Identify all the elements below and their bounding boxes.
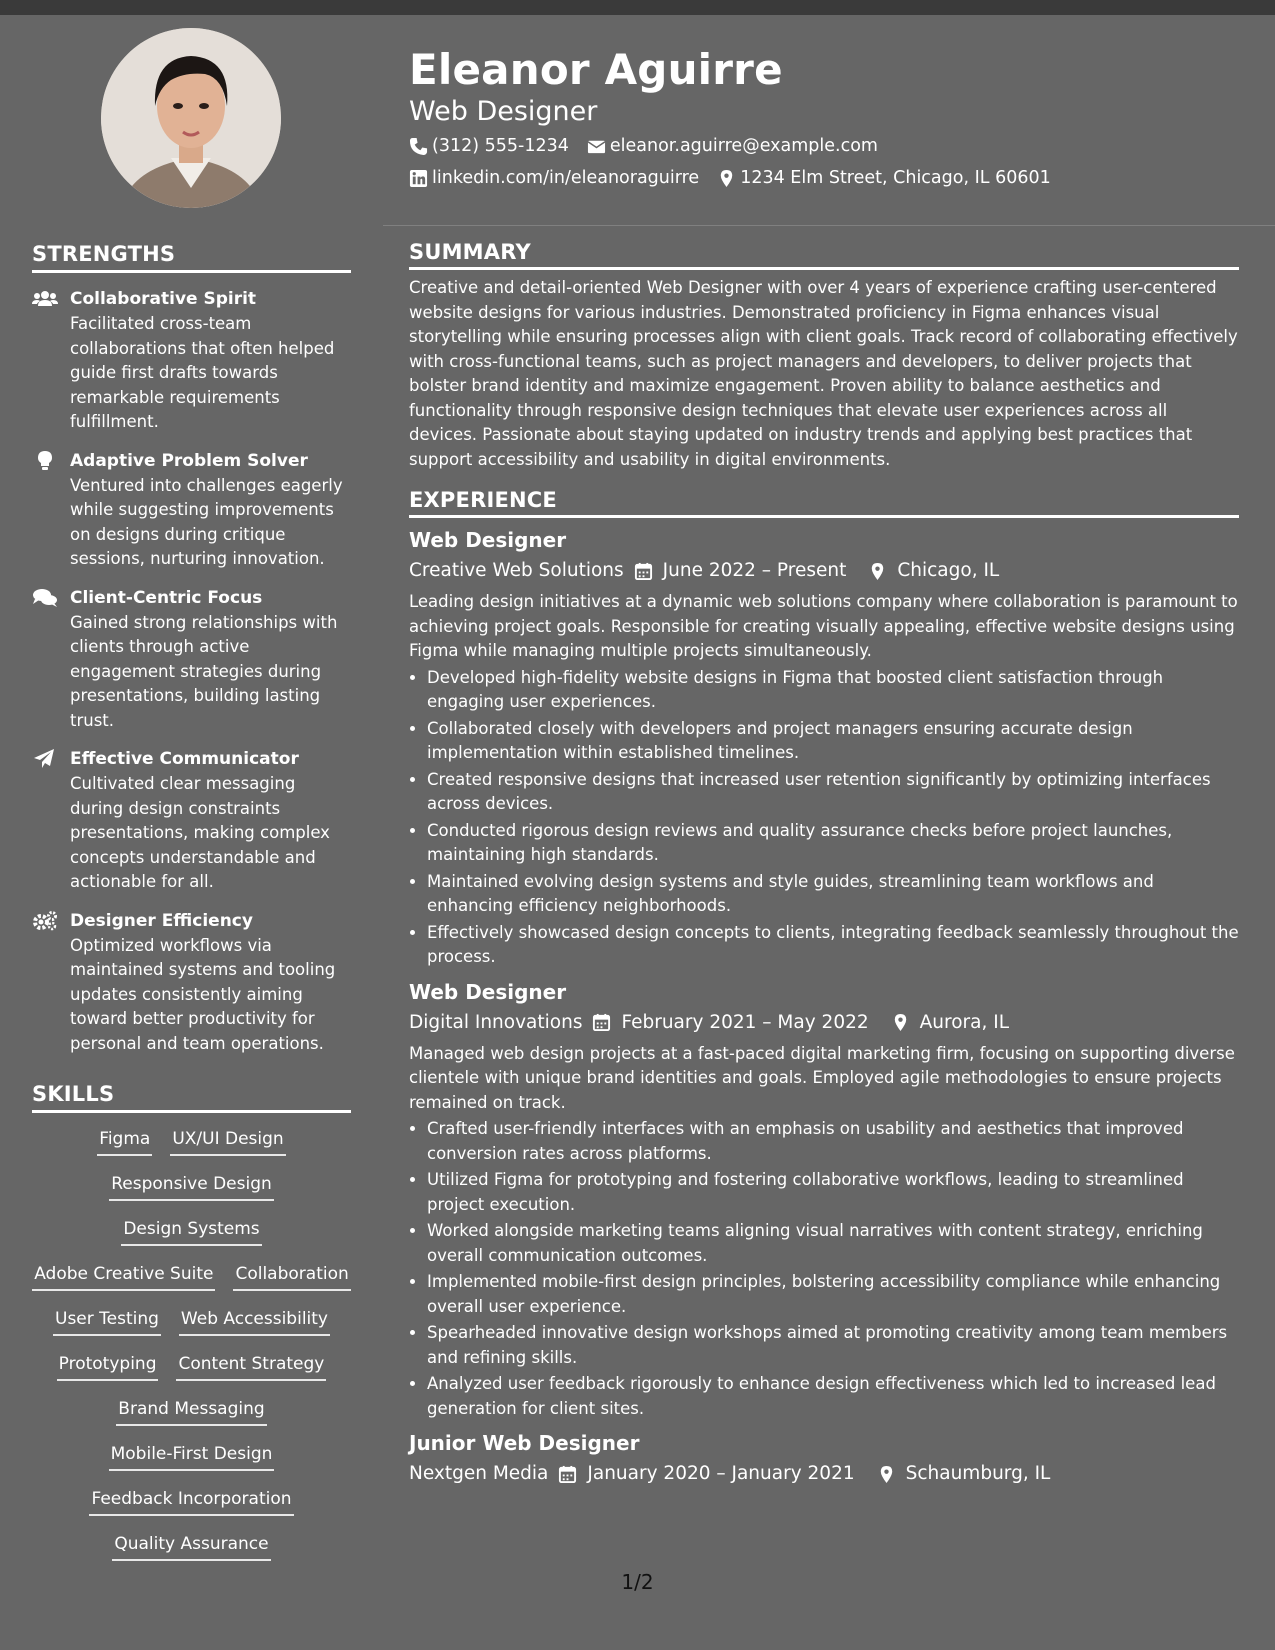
skills-heading: SKILLS [32,1082,351,1113]
skill-tag: Web Accessibility [179,1307,330,1336]
job-description: Leading design initiatives at a dynamic web solutions company where collaboration is paramount to achieving project goals. Responsible for creating visually appealing, effective website designs using Figma while managing multiple projects simultaneously. [409,592,1238,660]
job-dates: June 2022 – Present [662,560,847,581]
job-bullets [409,1117,1239,1421]
skill-tag: Brand Messaging [116,1397,266,1426]
job-meta [409,1457,1239,1491]
main-content [409,240,1239,1491]
strength-item [32,747,351,895]
skill-tag: Design Systems [121,1217,261,1246]
job-dates: January 2020 – January 2021 [587,1463,855,1484]
gears-icon [32,911,58,931]
phone-icon [409,137,428,156]
linkedin-icon [409,169,428,188]
company-name: Nextgen Media [409,1463,549,1484]
list-item: • Maintained evolving design systems and style guides, streamlining team workflows and enhancing efficiency neighborhoods. [427,870,1239,919]
list-item: • Analyzed user feedback rigorously to enhance design effectiveness which led to increased lead generation for client sites. [427,1372,1239,1421]
header-divider [383,225,1275,226]
strength-item [32,449,351,572]
job-title: Web Designer [409,979,567,1004]
job-meta [409,554,1239,588]
job-location: Schaumburg, IL [905,1463,1051,1484]
job-dates: February 2021 – May 2022 [621,1011,869,1033]
home-address: 1234 Elm Street, Chicago, IL 60601 [740,168,1051,188]
page-number: 1/2 [621,1570,654,1594]
strength-item [32,909,351,1057]
paper-plane-icon [32,749,58,769]
list-item: • Created responsive designs that increased user retention significantly by optimizing interfaces across devices. [427,768,1239,817]
skill-tag: Responsive Design [109,1172,274,1201]
strength-desc: Optimized workflows via maintained systems and tooling updates consistently aiming toward better productivity for personal and team operations. [70,935,336,1053]
strength-desc: Facilitated cross-team collaborations that often helped guide first drafts towards remarkable requirements fulfillment. [70,314,335,431]
candidate-name: Eleanor Aguirre [409,45,783,94]
summary-heading: SUMMARY [409,240,1239,270]
skill-tag: Mobile-First Design [109,1442,275,1471]
strength-desc: Gained strong relationships with clients through active engagement strategies during presentations, building lasting trust. [70,612,338,730]
job-entry [409,1429,1239,1491]
skill-tag: Quality Assurance [112,1532,270,1561]
strength-title: Collaborative Spirit [70,289,257,309]
job-bullets [409,666,1239,970]
calendar-icon [592,1013,611,1032]
job-entry [409,978,1239,1422]
job-location: Chicago, IL [897,560,1000,581]
strength-item [32,287,351,435]
strength-desc: Cultivated clear messaging during design constraints presentations, making complex concepts understandable and actionable for all. [70,774,330,891]
map-marker-icon [717,169,736,188]
strength-item [32,586,351,734]
map-marker-icon [891,1013,910,1032]
summary-text: Creative and detail-oriented Web Designer with over 4 years of experience crafting user-centered website designs for various industries. Demonstrated proficiency in Figma enhances visual storytelling while ensuring processes align with client goals. Track record of collaborating effectively with cross-functional teams, such as project managers and developers, to deliver projects that bolster brand identity and maximize engagement. Proven ability to balance aesthetics and functionality through responsive design techniques that elevate user experiences across all devices. Passionate about staying updated on industry trends and applying best practices that support accessibility and usability in digital environments. [409,278,1238,469]
calendar-icon [558,1465,577,1484]
email-address: eleanor.aguirre@example.com [609,136,878,156]
skill-tag: Content Strategy [176,1352,326,1381]
linkedin-url: linkedin.com/in/eleanoraguirre [432,168,700,188]
contact-info [409,130,1239,194]
strengths-heading: STRENGTHS [32,242,351,273]
skills-list [32,1127,351,1577]
strength-desc: Ventured into challenges eagerly while suggesting improvements on designs during critique sessions, nurturing innovation. [70,475,343,568]
skill-tag: UX/UI Design [170,1127,285,1156]
envelope-icon [587,137,606,156]
list-item: • Worked alongside marketing teams aligning visual narratives with content strategy, enriching overall communication outcomes. [427,1219,1239,1268]
comments-icon [32,588,58,608]
list-item: • Collaborated closely with developers and project managers ensuring accurate design implementation within established timelines. [427,717,1239,766]
phone-number: (312) 555-1234 [432,136,569,156]
list-item: • Developed high-fidelity website designs in Figma that boosted client satisfaction through engaging user experiences. [427,666,1239,715]
skill-tag: Feedback Incorporation [89,1487,293,1516]
job-description: Managed web design projects at a fast-paced digital marketing firm, focusing on supporting diverse clientele with unique brand identities and goals. Employed agile methodologies to ensure projects remained on track. [409,1043,1235,1112]
list-item: • Conducted rigorous design reviews and quality assurance checks before project launches, maintaining high standards. [427,819,1239,868]
company-name: Digital Innovations [409,1011,583,1033]
users-icon [32,289,58,309]
strength-title: Effective Communicator [70,749,299,769]
list-item: • Utilized Figma for prototyping and fostering collaborative workflows, leading to streamlined project execution. [427,1168,1239,1217]
list-item: • Spearheaded innovative design workshops aimed at promoting creativity among team members and refining skills. [427,1321,1239,1370]
profile-photo [101,28,281,208]
skill-tag: Adobe Creative Suite [32,1262,215,1291]
strength-title: Client-Centric Focus [70,587,263,608]
experience-heading: EXPERIENCE [409,488,1239,518]
map-marker-icon [877,1465,896,1484]
strength-title: Adaptive Problem Solver [70,450,308,471]
company-name: Creative Web Solutions [409,560,624,581]
lightbulb-icon [32,451,58,471]
top-bar [0,0,1275,15]
list-item: • Effectively showcased design concepts to clients, integrating feedback seamlessly throughout the process. [427,921,1239,970]
skill-tag: Prototyping [57,1352,159,1381]
skill-tag: Collaboration [233,1262,350,1291]
strengths-list [32,287,351,1056]
resume-header [409,44,1239,194]
job-location: Aurora, IL [919,1011,1010,1033]
sidebar [32,28,351,1577]
map-marker-icon [868,562,887,581]
job-title: Web Designer [409,528,567,552]
strength-title: Designer Efficiency [70,910,253,931]
list-item: • Crafted user-friendly interfaces with an emphasis on usability and aesthetics that improved conversion rates across platforms. [427,1117,1239,1166]
calendar-icon [634,562,653,581]
list-item: • Implemented mobile-first design principles, bolstering accessibility compliance while enhancing overall user experience. [427,1270,1239,1319]
skill-tag: Figma [97,1127,152,1156]
job-entry [409,526,1239,970]
skill-tag: User Testing [53,1307,161,1336]
candidate-title: Web Designer [409,96,598,127]
job-meta [409,1006,1239,1040]
job-title: Junior Web Designer [409,1431,640,1455]
